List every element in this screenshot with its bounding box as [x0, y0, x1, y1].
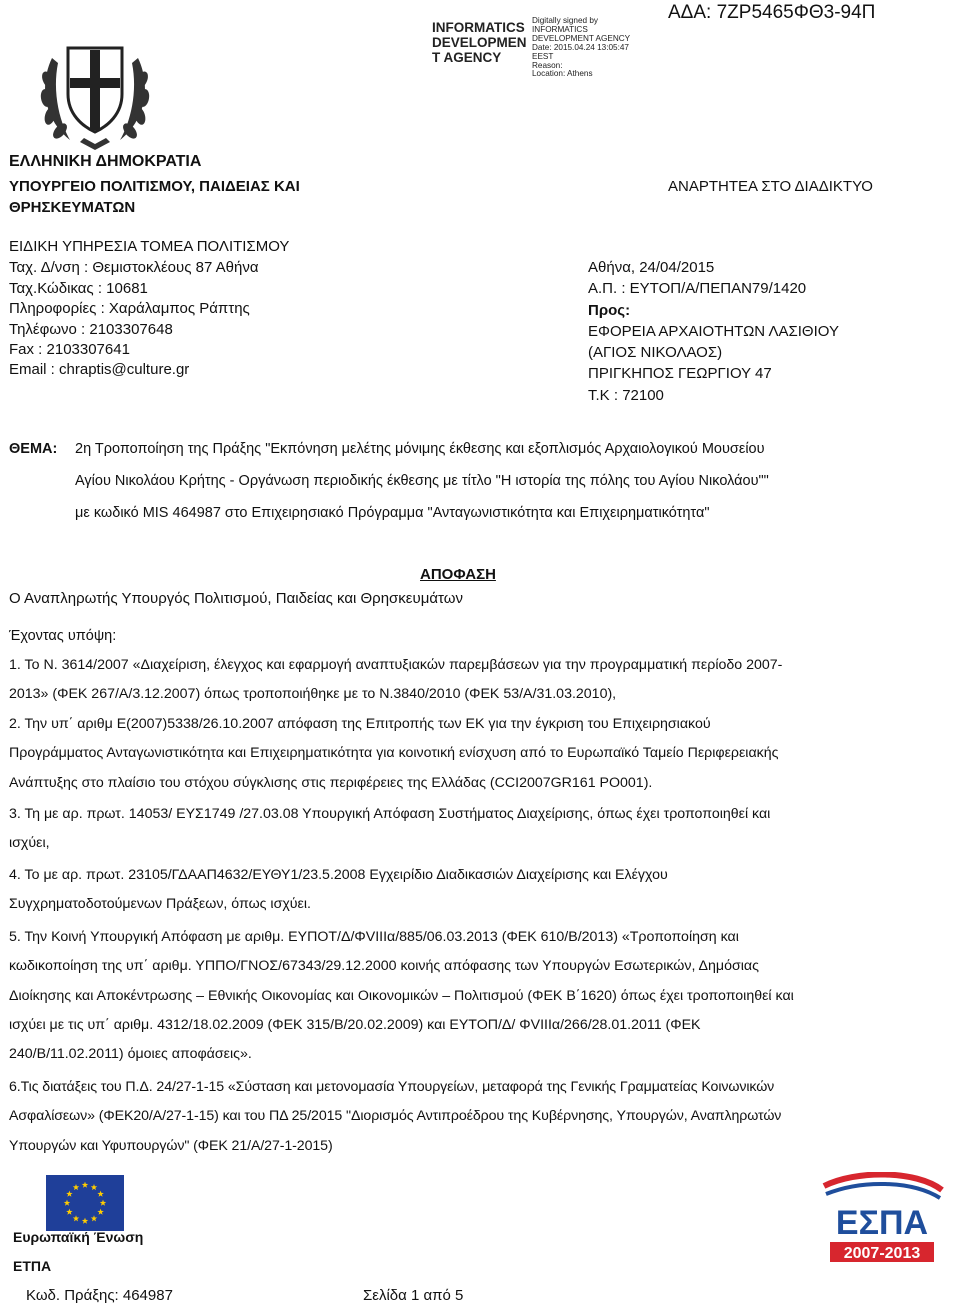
consideration-1: 1. Το Ν. 3614/2007 «Διαχείριση, έλεγχος και εφαρμογή αναπτυξιακών παρεμβάσεων για την προγραμματική περίοδο 2007- 2013» (ΦΕΚ 267/Α/3.12.2007) όπως τροποποιήθηκε με το Ν.3840/2010 (ΦΕΚ 53/Α/31.03.2010), [9, 657, 783, 703]
country-title: ΕΛΛΗΝΙΚΗ ΔΗΜΟΚΡΑΤΙΑ [9, 153, 202, 170]
ada-code: ΑΔΑ: 7ΖΡ5465ΦΘ3-94Π [668, 2, 876, 23]
fund-label: ΕΤΠΑ [13, 1258, 52, 1274]
eu-flag-logo [46, 1175, 124, 1231]
consideration-4: 4. Το με αρ. πρωτ. 23105/ΓΔΑΑΠ4632/ΕΥΘΥ1/23.5.2008 Εγχειρίδιο Διαδικασιών Διαχείρισης και Ελέγχου Συγχρηματοδοτούμενων Πράξεων, όπως ισχύει. [9, 867, 668, 913]
having-regard: Έχοντας υπόψη: [9, 628, 117, 644]
decision-title: ΑΠΟΦΑΣΗ [420, 566, 496, 583]
sender-fax: Fax : 2103307641 [9, 341, 130, 358]
publish-notice: ΑΝΑΡΤΗΤΕΑ ΣΤΟ ΔΙΑΔΙΚΤΥΟ [668, 178, 873, 195]
eu-label: Ευρωπαϊκή Ένωση [13, 1229, 144, 1245]
recipient-line4: Τ.Κ : 72100 [588, 387, 664, 404]
consideration-5: 5. Την Κοινή Υπουργική Απόφαση με αριθμ. ΕΥΠΟΤ/Δ/ΦVIIIα/885/06.03.2013 (ΦΕΚ 610/Β/2013) «Τροποποίηση και κωδικοποίηση της υπ΄ αριθμ. ΥΠΠΟ/ΓΝΟΣ/67343/29.12.2000 κοινής απόφασης των Υπουργών Εσωτερικών, Δημόσιας Διοίκησης και Αποκέντρωσης – Εθνικής Οικονομίας και Οικονομικών – Πολιτισμού (ΦΕΚ Β΄1620) όπως έχει τροποποιηθεί και ισχύει με τις υπ΄ αριθμ. 4312/18.02.2009 (ΦΕΚ 315/Β/20.02.2009) και ΕΥΤΟΠ/Δ/ ΦVIIIα/266/28.01.2011 (ΦΕΚ 240/Β/11.02.2011) όμοιες αποφάσεις». [9, 929, 794, 1063]
sender-phone: Τηλέφωνο : 2103307648 [9, 321, 173, 338]
recipient-line3: ΠΡΙΓΚΗΠΟΣ ΓΕΩΡΓΙΟΥ 47 [588, 365, 772, 382]
sender-info: Πληροφορίες : Χαράλαμπος Ράπτης [9, 300, 250, 317]
signature-details: Digitally signed by INFORMATICS DEVELOPMENT AGENCY Date: 2015.04.24 13:05:47 EEST Reason: Location: Athens [532, 16, 631, 79]
recipient-label: Προς: [588, 302, 631, 319]
subject-line3: με κωδικό MIS 464987 στο Επιχειρησιακό Πρόγραμμα "Ανταγωνιστικότητα και Επιχειρηματικότητα" [75, 505, 710, 521]
subject-line1: 2η Τροποποίηση της Πράξης "Εκπόνηση μελέτης μόνιμης έκθεσης και εξοπλισμός Αρχαιολογικού Μουσείου [75, 441, 765, 457]
espa-swoosh-blue [826, 1184, 940, 1198]
recipient-line1: ΕΦΟΡΕΙΑ ΑΡΧΑΙΟΤΗΤΩΝ ΛΑΣΙΘΙΟΥ [588, 323, 839, 340]
decision-issuer: Ο Αναπληρωτής Υπουργός Πολιτισμού, Παιδείας και Θρησκευμάτων [9, 590, 463, 607]
espa-logo [816, 1172, 948, 1268]
espa-years: 2007-2013 [843, 1245, 921, 1262]
sender-address: Ταχ. Δ/νση : Θεμιστοκλέους 87 Αθήνα [9, 259, 259, 276]
consideration-2: 2. Την υπ΄ αριθμ Ε(2007)5338/26.10.2007 απόφαση της Επιτροπής των ΕΚ για την έγκριση του Επιχειρησιακού Προγράμματος Ανταγωνιστικότητα και Επιχειρηματικότητα για κοινοτική ενίσχυση από το Ευρωπαϊκό Ταμείο Περιφερειακής Ανάπτυξης στο πλαίσιο του στόχου σύγκλισης στις περιφέρειες της Ελλάδας (CCI2007GR161 PO001). [9, 716, 779, 791]
espa-text: ΕΣΠΑ [835, 1204, 929, 1242]
greek-coat-of-arms [30, 28, 160, 156]
project-code: Κωδ. Πράξης: 464987 [26, 1287, 173, 1304]
document-date: Αθήνα, 24/04/2015 [588, 259, 715, 276]
signature-organization: INFORMATICS DEVELOPMEN T AGENCY [432, 20, 527, 65]
sender-postal-code: Ταχ.Κώδικας : 10681 [9, 280, 148, 297]
page-number: Σελίδα 1 από 5 [363, 1287, 464, 1304]
sender-service: ΕΙΔΙΚΗ ΥΠΗΡΕΣΙΑ ΤΟΜΕΑ ΠΟΛΙΤΙΣΜΟΥ [9, 238, 290, 255]
protocol-number: Α.Π. : ΕΥΤΟΠ/Α/ΠΕΠΑΝ79/1420 [588, 280, 807, 297]
ministry-title-line1: ΥΠΟΥΡΓΕΙΟ ΠΟΛΙΤΙΣΜΟΥ, ΠΑΙΔΕΙΑΣ ΚΑΙ [9, 178, 300, 195]
subject-line2: Αγίου Νικολάου Κρήτης - Οργάνωση περιοδικής έκθεσης με τίτλο "Η ιστορία της πόλης του Αγίου Νικολάου"" [75, 473, 769, 489]
ministry-title-line2: ΘΡΗΣΚΕΥΜΑΤΩΝ [9, 199, 136, 216]
consideration-3: 3. Τη με αρ. πρωτ. 14053/ ΕΥΣ1749 /27.03.08 Υπουργική Απόφαση Συστήματος Διαχείρισης, όπως έχει τροποποιηθεί και ισχύει, [9, 806, 771, 852]
sender-email: Email : chraptis@culture.gr [9, 361, 190, 378]
subject-label: ΘΕΜΑ: [9, 441, 58, 457]
recipient-line2: (ΑΓΙΟΣ ΝΙΚΟΛΑΟΣ) [588, 344, 723, 361]
consideration-6: 6.Τις διατάξεις του Π.Δ. 24/27-1-15 «Σύσταση και μετονομασία Υπουργείων, μεταφορά της Γενικής Γραμματείας Κοινωνικών Ασφαλίσεων» (ΦΕΚ20/Α/27-1-15) και του ΠΔ 25/2015 "Διορισμός Αντιπροέδρου της Κυβέρνησης, Υπουργών, Αναπληρωτών Υπουργών και Υφυπουργών" (ΦΕΚ 21/Α/27-1-2015) [9, 1079, 782, 1154]
